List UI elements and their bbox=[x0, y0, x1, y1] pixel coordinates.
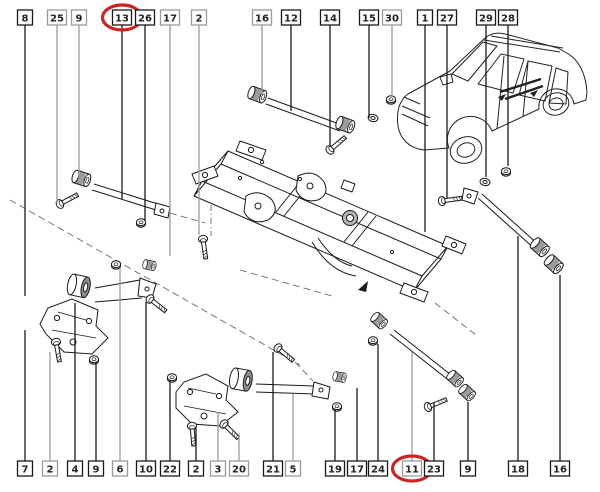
mounting-bracket-left bbox=[40, 299, 108, 354]
car-front-detail bbox=[402, 97, 430, 126]
callout-number: 22 bbox=[163, 464, 177, 476]
car-illustration bbox=[397, 33, 587, 167]
callout-number: 27 bbox=[440, 13, 454, 25]
callout-number: 24 bbox=[371, 464, 385, 476]
callout-top-2 bbox=[192, 10, 207, 235]
callout-number: 3 bbox=[214, 464, 222, 476]
callout-number: 9 bbox=[464, 464, 472, 476]
callout-number: 10 bbox=[139, 464, 153, 476]
car-body-outline bbox=[397, 33, 587, 150]
callout-bottom-5 bbox=[286, 394, 301, 476]
callout-number: 29 bbox=[479, 13, 493, 25]
callout-top-15 bbox=[360, 10, 379, 118]
callout-number: 19 bbox=[328, 464, 342, 476]
callout-number: 6 bbox=[116, 464, 124, 476]
callout-number: 1 bbox=[421, 13, 429, 25]
callout-number: 11 bbox=[405, 464, 419, 476]
callout-top-26 bbox=[136, 10, 155, 221]
callout-top-8 bbox=[18, 10, 33, 296]
callout-bottom-10 bbox=[137, 302, 156, 476]
callout-bottom-17 bbox=[348, 388, 367, 476]
callout-top-16 bbox=[253, 10, 272, 95]
callout-layer bbox=[18, 5, 570, 481]
callout-number: 14 bbox=[323, 13, 337, 25]
callout-number: 20 bbox=[232, 464, 246, 476]
callout-top-25 bbox=[48, 10, 67, 203]
callout-number: 7 bbox=[21, 464, 29, 476]
callout-bottom-18 bbox=[509, 236, 528, 476]
frame-tab bbox=[341, 180, 355, 192]
callout-number: 2 bbox=[46, 464, 54, 476]
callout-number: 23 bbox=[427, 464, 441, 476]
callout-bottom-23 bbox=[425, 402, 444, 476]
callout-top-9 bbox=[72, 10, 87, 181]
callout-number: 18 bbox=[511, 464, 525, 476]
callout-number: 8 bbox=[21, 13, 29, 25]
callout-bottom-24 bbox=[369, 344, 388, 476]
car-front-wheel-hub bbox=[455, 141, 476, 160]
callout-number: 30 bbox=[385, 13, 399, 25]
callout-top-12 bbox=[282, 10, 301, 111]
callout-number: 2 bbox=[195, 13, 203, 25]
callout-bottom-16 bbox=[551, 275, 570, 476]
callout-bottom-20 bbox=[230, 434, 249, 476]
callout-bottom-21 bbox=[264, 352, 283, 476]
callout-number: 9 bbox=[92, 464, 100, 476]
right-lower-rod bbox=[369, 311, 477, 413]
rod-bolt bbox=[324, 134, 348, 156]
callout-bottom-19 bbox=[326, 409, 345, 476]
left-arm-bracket-cluster bbox=[40, 259, 169, 364]
callout-number: 17 bbox=[163, 13, 177, 25]
upper-transverse-rod bbox=[246, 85, 395, 155]
callout-number: 26 bbox=[138, 13, 152, 25]
callout-number: 13 bbox=[115, 13, 129, 25]
callout-top-13 bbox=[103, 5, 142, 199]
upper-left-rod bbox=[55, 169, 170, 227]
callout-number: 9 bbox=[75, 13, 83, 25]
car-front-wheel bbox=[447, 133, 485, 168]
subframe-bolt bbox=[198, 235, 210, 260]
right-upper-rod bbox=[438, 168, 565, 275]
mounting-bracket-center bbox=[176, 374, 238, 426]
callout-number: 16 bbox=[553, 464, 567, 476]
callout-bottom-2 bbox=[43, 352, 58, 476]
callout-number: 21 bbox=[266, 464, 280, 476]
callout-top-30 bbox=[383, 10, 402, 97]
callout-bottom-7 bbox=[18, 330, 33, 476]
callout-number: 15 bbox=[362, 13, 376, 25]
callout-bottom-9 bbox=[89, 362, 104, 476]
callout-number: 12 bbox=[284, 13, 298, 25]
frame-arrow bbox=[358, 281, 368, 292]
callout-number: 4 bbox=[71, 464, 79, 476]
callout-top-17 bbox=[161, 10, 180, 256]
callout-number: 17 bbox=[350, 464, 364, 476]
callout-number: 2 bbox=[192, 464, 200, 476]
callout-top-27 bbox=[438, 10, 457, 198]
location-arrow-1 bbox=[498, 94, 506, 101]
callout-top-1 bbox=[418, 10, 433, 232]
callout-number: 25 bbox=[50, 13, 64, 25]
callout-number: 16 bbox=[255, 13, 269, 25]
callout-number: 5 bbox=[289, 464, 297, 476]
callout-number: 28 bbox=[501, 13, 515, 25]
callout-bottom-9 bbox=[461, 402, 476, 476]
callout-top-29 bbox=[477, 10, 496, 177]
